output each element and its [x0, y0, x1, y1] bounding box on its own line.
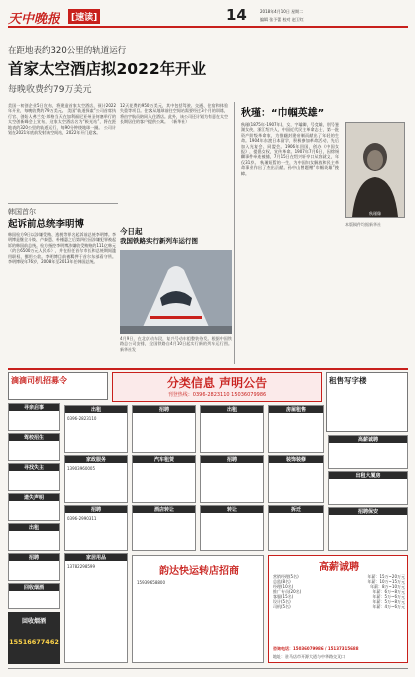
ad-cell-title: 回收烟酒 — [9, 584, 59, 591]
editor-credits: 编辑 张予蕾 校对 赵卫红 — [260, 17, 304, 22]
lead-source: （新华社） — [169, 119, 190, 125]
recruit-pay: 年薪：10万~15万元 — [367, 579, 405, 584]
lead-kicker: 在距地表约320公里的轨道运行 — [8, 46, 127, 55]
brief-korea — [8, 203, 118, 363]
portrait-caption: 秋瑾像 — [369, 211, 381, 216]
ad-cell-title: 招聘 — [133, 406, 195, 413]
ad-cell — [200, 405, 264, 453]
page-bottom-rule — [8, 668, 408, 669]
ad-cell-phone: 13903960005 — [67, 466, 95, 471]
ad-cell-title: 转让 — [201, 506, 263, 513]
lead-col1 — [8, 103, 116, 201]
ad-cell-title: 出租大厦房 — [329, 472, 407, 479]
column-body — [241, 122, 339, 362]
brief-body — [8, 232, 116, 362]
recruit-role: 客服(15名) — [273, 594, 294, 599]
recruit-address: 地址：驻马店市开源大道与中华路交叉口 — [273, 654, 345, 659]
portrait-photo — [345, 122, 405, 218]
recruit-title: 高薪诚聘 — [319, 562, 359, 573]
lead-subhead: 每晚收费约79万美元 — [8, 85, 92, 94]
column-title: 秋瑾：“巾帼英雄” — [241, 108, 325, 118]
ad-cell — [268, 455, 324, 503]
ad-cell-title: 遗失声明 — [9, 494, 59, 501]
ad-cell — [8, 553, 60, 581]
ad-cell — [64, 405, 128, 453]
brief-headline: 起诉前总统李明博 — [8, 219, 85, 230]
ad-cell — [268, 405, 324, 453]
ad-cell-title: 装饰装修 — [269, 456, 323, 463]
recruit-pay: 年薪：15万~20万元 — [367, 574, 405, 579]
ad-cell — [64, 505, 128, 551]
train-image — [120, 250, 232, 334]
brief-body-text2: 李明博现年76岁，2008年至2013年任韩国总统。 — [8, 259, 98, 265]
ad-cell-title: 招聘 — [9, 554, 59, 561]
ad-cell-title: 招聘 — [201, 456, 263, 463]
ad-cell-title: 出租 — [65, 406, 127, 413]
ad-yunda-phone: 15939658800 — [137, 580, 165, 585]
recruit-role: 经理(10名) — [273, 584, 294, 589]
ad-office-rent — [326, 372, 408, 432]
column-body-text2: 秋瑾短暂的一生，为中国妇女解放和民主革命事业作出了杰出贡献。孙中山曾题赠“巾帼英雄”挽幛。 — [241, 159, 339, 176]
portrait-image — [346, 123, 404, 217]
ad-office-title: 租售写字楼 — [329, 376, 367, 385]
ad-cell-phone: 0396-2823110 — [67, 416, 97, 421]
recruit-role: 司机(5名) — [273, 604, 291, 609]
ad-cell — [8, 493, 60, 521]
photo-feature — [120, 226, 232, 364]
ad-recycle-phone: 15516677462 — [9, 638, 59, 646]
lead-headline: 首家太空酒店拟2022年开业 — [8, 60, 207, 78]
history-column — [234, 102, 408, 364]
ad-yunda — [132, 555, 264, 663]
ad-cell-phone: 0396-2990311 — [67, 516, 97, 521]
recruit-table — [273, 574, 405, 609]
recruit-row — [273, 604, 405, 609]
ad-cell-title: 驾校招生 — [9, 434, 59, 441]
issue-date: 2018年4月10日 星期二 — [260, 9, 304, 14]
lead-body1: 美国一初创企业5日宣布，将建造首家太空酒店，预计2022年开业，每晚收费约79万美元。 — [8, 103, 116, 114]
ad-banner-phone: 刊登热线：0396-2823110 15036079986 — [167, 392, 267, 398]
ad-banner-title: 分类信息 声明公告 — [166, 376, 268, 390]
recruit-contact: 咨询电话：15036079986 / 15137315688 — [273, 646, 359, 651]
ad-cell-title: 拆迁 — [269, 506, 323, 513]
ad-cell-title: 招聘 — [65, 506, 127, 513]
recruit-pay: 年薪：6万~8万元 — [372, 589, 405, 594]
ads-divider — [8, 368, 408, 370]
recruit-pay: 年薪：8万~10万元 — [370, 584, 405, 589]
recruit-role: 设计(5名) — [273, 599, 291, 604]
ad-cell-title: 房屋租售 — [269, 406, 323, 413]
ad-cell-phone: 13782298599 — [67, 564, 95, 569]
column-body-text: 秋瑾(1875年-1907年)，女，字璿卿，号竞雄，别号鉴湖女侠，浙江绍兴人，中国近代民主革命志士，第一批资产阶级革命家，为推翻封建帝制而献出了年轻的生命。1904年东渡日本留学，积极参加革命活动，先后加入光复会、同盟会。1906年回国，创办《中国女报》，提倡女权，宣传革命。1907年7月6日，因徐锡麟事件牵连被捕，7月15日在绍兴轩亭口从容就义，年仅31岁。 — [241, 122, 339, 165]
column-footer: 本版稿件均据新华社 — [345, 222, 381, 227]
recruit-role: 总监(8名) — [273, 579, 291, 584]
ad-cell — [328, 435, 408, 469]
ad-cell — [8, 583, 60, 609]
ad-cell — [8, 463, 60, 491]
ad-recruit — [268, 555, 408, 663]
ad-cell — [200, 505, 264, 551]
ad-didi-title: 滴滴司机招募令 — [11, 376, 67, 385]
photo-caption: 4月9日，在北京动车段，复兴号动车组整装待发。根据中国铁路总公司安排，全国铁路自4月10日起实行新的列车运行图。 新华社发 — [120, 336, 232, 352]
lead-body2: 美国“轨道探索”公司首席执行官、创始人弗兰克·邦格当天在加利福尼亚州圣何塞举行的太空创新峰会上宣布，这家太空酒店名为“极光站”，将在距地表约320公里的轨道运行，每90分钟绕地球一圈。 — [8, 108, 116, 130]
recruit-pay: 年薪：4万~6万元 — [372, 604, 405, 609]
recruit-role: 推广专员(20名) — [273, 589, 302, 594]
ad-cell — [132, 405, 196, 453]
ad-cell — [132, 455, 196, 503]
photo-subtitle: 我国铁路实行新列车运行图 — [120, 237, 198, 245]
ad-cell-title: 寻找失主 — [9, 464, 59, 471]
ad-cell-title: 出租 — [9, 524, 59, 531]
ad-didi — [8, 372, 108, 400]
ad-recycle — [8, 612, 60, 664]
ad-cell — [64, 455, 128, 503]
recruit-pay: 年薪：5万~6万元 — [372, 594, 405, 599]
ad-cell-title: 汽车租赁 — [133, 456, 195, 463]
paper-logo: 天中晚报 — [8, 12, 61, 27]
ad-cell — [268, 505, 324, 551]
lead-col2 — [120, 103, 228, 201]
recruit-pay: 年薪：5万~8万元 — [372, 599, 405, 604]
page-number: 14 — [226, 6, 247, 24]
ad-cell — [64, 553, 128, 663]
ad-cell-title: 出租 — [201, 406, 263, 413]
masthead — [8, 6, 408, 28]
recruit-role: 营销经理(5名) — [273, 574, 299, 579]
ad-cell — [200, 455, 264, 503]
ad-cell-title: 家居用品 — [65, 554, 127, 561]
ad-yunda-title: 韵达快运转店招商 — [159, 566, 239, 577]
column-aside — [345, 222, 405, 362]
ad-cell — [328, 507, 408, 551]
ad-cell-title: 家政服务 — [65, 456, 127, 463]
ad-cell — [8, 523, 60, 551]
section-tag: [速读] — [68, 9, 100, 24]
ad-cell — [8, 433, 60, 461]
lead-col2-text: 12天花费约950万美元，其中包括驾驶、交通、住宿和体验失重等项目。住客从地球前往空间站需要经过3个月的训练，将由宇航员陪同入住酒店。此外，该公司还计划为有意在太空长期居住的客户提供公寓。 — [120, 103, 228, 125]
ad-cell — [8, 403, 60, 431]
ad-banner — [112, 372, 322, 402]
ad-cell-title: 高薪诚聘 — [329, 436, 407, 443]
photo-title: 今日起 — [120, 227, 143, 236]
brief-body-text: 韩国检方9日以涉嫌受贿、逃税等罪名起诉前总统李明博。李明博是继全斗焕、卢泰愚、朴槿惠之后第四位因涉嫌犯罪被起诉的韩国前总统。检方指控李明博涉嫌收受贿赂约111亿韩元（约合6500万元人民币），并在担任首尔市长和总统期间滥用职权、挪用公款。李明博目前被羁押于首尔东部看守所。 — [8, 232, 116, 259]
ad-cell-title: 酒店转让 — [133, 506, 195, 513]
ad-cell — [328, 471, 408, 505]
ad-recycle-title: 回收烟酒 — [21, 618, 46, 625]
ad-cell-title: 寻亲启事 — [9, 404, 59, 411]
ad-cell — [132, 505, 196, 551]
lead-body3: 公司计划在2021年底前发射该空间站，2022年开门迎客。 — [8, 124, 116, 136]
ad-cell-title: 招聘保安 — [329, 508, 407, 515]
train-photo — [120, 250, 232, 334]
brief-kicker: 韩国首尔 — [8, 208, 36, 216]
